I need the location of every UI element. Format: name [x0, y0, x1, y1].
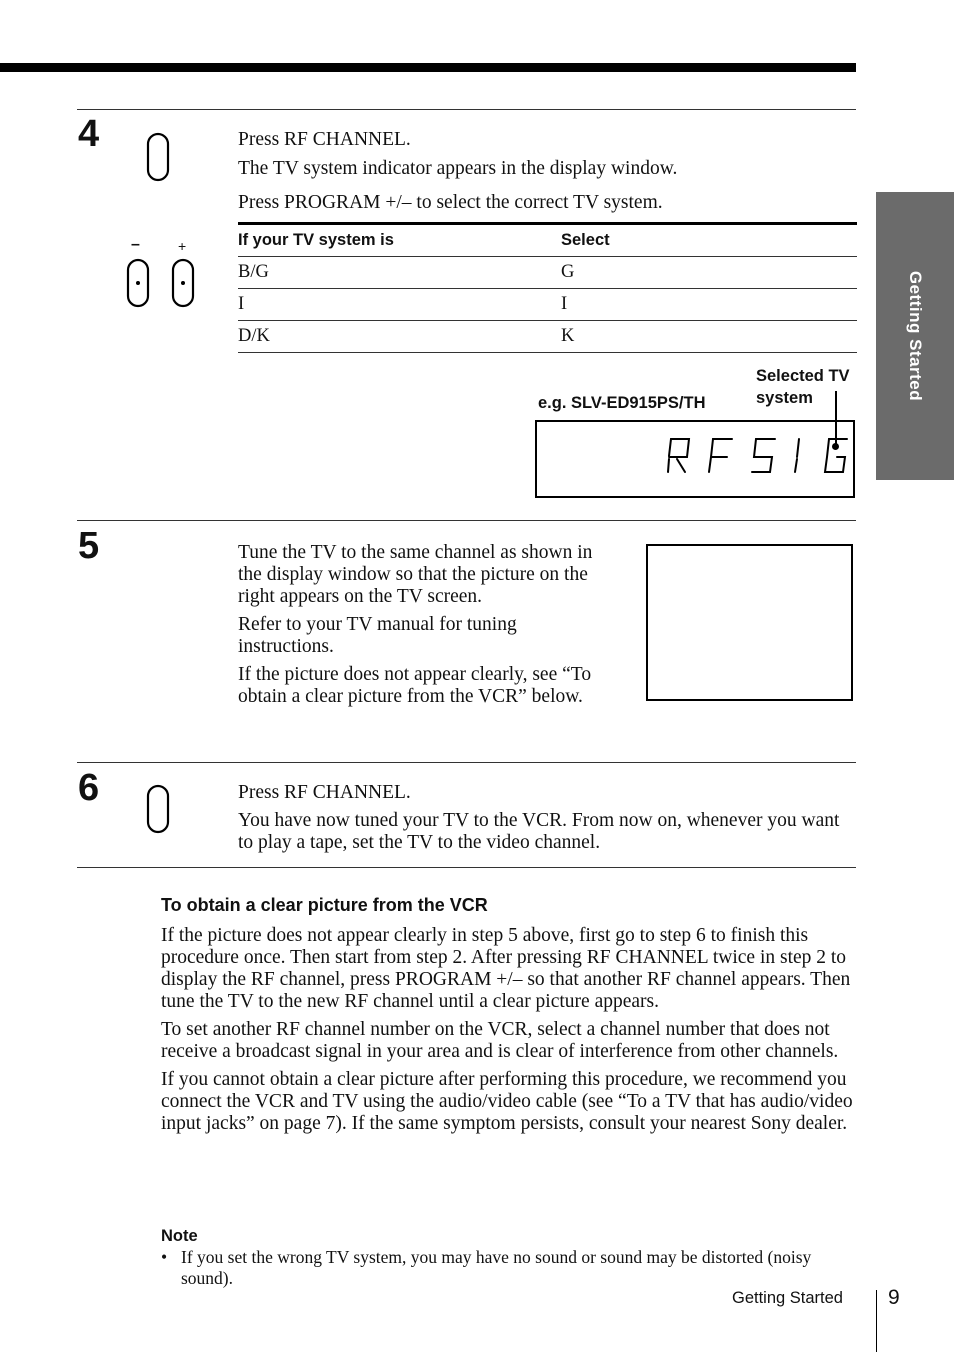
clear-picture-body	[161, 925, 856, 1135]
example-model-label: e.g. SLV-ED915PS/TH	[538, 394, 706, 412]
step6-text	[238, 782, 850, 854]
clear-picture-paragraph: To set another RF channel number on the VCR, select a channel number that does not receive a broadcast signal in your area and is clear of interference from other channels.	[161, 1019, 839, 1062]
step6-paragraph: Press RF CHANNEL.	[238, 782, 411, 803]
table-cell: G	[561, 262, 575, 282]
step4-line-2: The TV system indicator appears in the display window.	[238, 158, 678, 179]
step5-paragraph: Tune the TV to the same channel as shown in the display window so that the picture on the right appears on the TV screen.	[238, 542, 593, 607]
step6-divider	[77, 762, 856, 763]
step4-line-1: Press RF CHANNEL.	[238, 129, 411, 150]
program-minus-label: –	[131, 236, 140, 253]
rf-channel-button-icon	[146, 784, 172, 836]
side-tab-label: Getting Started	[906, 270, 925, 402]
step5-paragraph: Refer to your TV manual for tuning instructions.	[238, 614, 517, 657]
step5-paragraph: If the picture does not appear clearly, see “To obtain a clear picture from the VCR” below.	[238, 664, 592, 707]
step4-number: 4	[78, 113, 100, 155]
table-header-row	[238, 224, 857, 257]
step6-number: 6	[78, 767, 100, 809]
step5-number: 5	[78, 525, 100, 567]
step4-divider	[77, 109, 856, 110]
segment-display-readout	[537, 422, 853, 496]
tv-system-table	[238, 222, 857, 353]
vcr-display-window	[535, 420, 855, 498]
step5-divider	[77, 520, 856, 521]
table-cell: B/G	[238, 262, 269, 282]
program-plus-button-icon	[171, 258, 197, 310]
clear-picture-heading: To obtain a clear picture from the VCR	[161, 895, 488, 915]
table-header-cell: If your TV system is	[238, 231, 394, 249]
table-cell: K	[561, 326, 575, 346]
note-bullet-icon: •	[161, 1247, 168, 1267]
table-cell: I	[238, 294, 245, 314]
step6-bottom-divider	[77, 867, 856, 868]
program-plus-label: +	[178, 238, 187, 254]
side-tab	[876, 192, 954, 480]
footer-section-label: Getting Started	[732, 1289, 843, 1307]
table-cell: D/K	[238, 326, 270, 346]
top-rule	[0, 63, 856, 72]
program-minus-button-icon	[126, 258, 152, 310]
selected-tv-system-callout: Selected TV system	[756, 367, 850, 407]
table-row	[238, 257, 857, 289]
clear-picture-paragraph: If you cannot obtain a clear picture after performing this procedure, we recommend you connect the VCR and TV using the audio/video cable (see “To a TV that has audio/video input jacks” on page 7). If the same symptom persists, consult your nearest Sony dealer.	[161, 1069, 853, 1134]
table-row	[238, 321, 857, 353]
step5-text	[238, 542, 598, 708]
clear-picture-paragraph: If the picture does not appear clearly in step 5 above, first go to step 6 to finish this procedure once. Then start from step 2. After pressing RF CHANNEL twice in step 2 to display the RF channel, press PROGRAM +/– so that another RF channel appears. Then tune the TV to the new RF channel until a clear picture appears.	[161, 925, 851, 1012]
note-heading: Note	[161, 1227, 198, 1245]
tv-screen-picture	[646, 544, 853, 701]
table-row	[238, 289, 857, 321]
page-number: 9	[888, 1286, 900, 1309]
step6-paragraph: You have now tuned your TV to the VCR. From now on, whenever you want to play a tape, set the TV to the video channel.	[238, 810, 840, 853]
footer-divider	[876, 1290, 877, 1352]
table-cell: I	[561, 294, 568, 314]
step4-line-3: Press PROGRAM +/– to select the correct TV system.	[238, 192, 663, 213]
note-item: If you set the wrong TV system, you may have no sound or sound may be distorted (noisy sound).	[181, 1247, 812, 1288]
table-header-cell: Select	[561, 231, 610, 249]
rf-channel-button-icon	[146, 132, 172, 184]
